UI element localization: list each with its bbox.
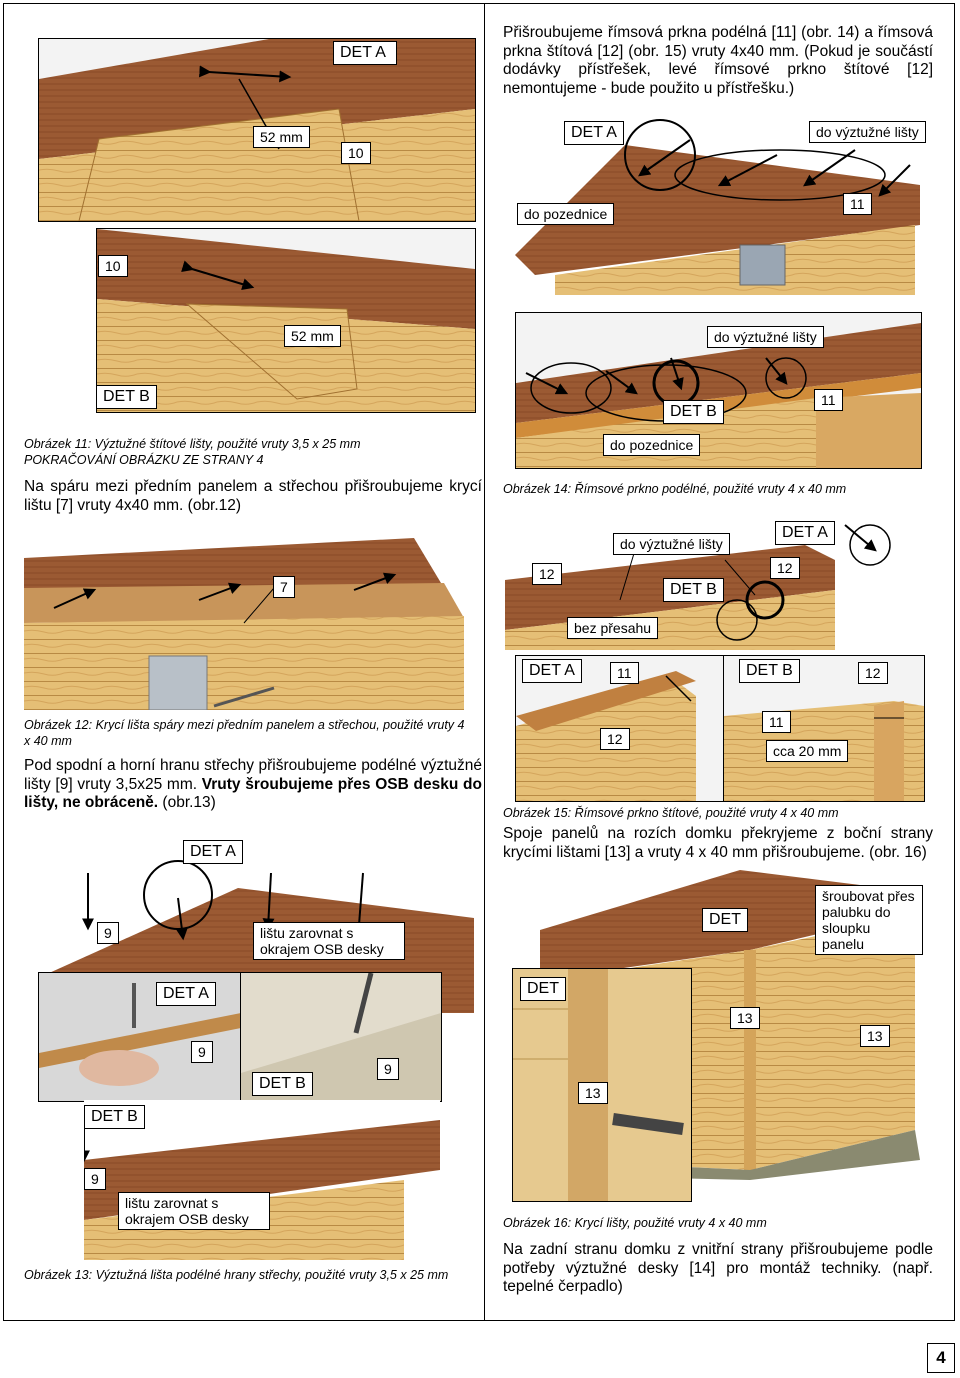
det-a-label-15: DET A [775, 521, 835, 545]
det-b-label-13: DET B [84, 1105, 145, 1129]
align-with-osb-label-bottom: lištu zarovnat s okrajem OSB desky [118, 1192, 270, 1230]
column-divider [484, 3, 485, 1321]
det-b-label-15: DET B [663, 578, 724, 602]
dimension-52mm-label: 52 mm [253, 126, 310, 148]
det-a-photo-label: DET A [156, 982, 216, 1006]
part-9-label-bottom: 9 [84, 1168, 106, 1190]
to-reinforcement-label-15: do výztužné lišty [613, 533, 730, 555]
caption-figure-15: Obrázek 15: Římsové prkno štítové, použité vruty 4 x 40 mm [503, 806, 839, 820]
screw-through-panel-label: šroubovat přes palubku do sloupku panelu [815, 885, 923, 955]
det-a-label-15b: DET A [522, 659, 582, 683]
page-number: 4 [927, 1343, 955, 1373]
approx-20mm-label: cca 20 mm [766, 740, 848, 762]
instruction-text-3: Přišroubujeme římsová prkna podélná [11] (obr. 14) a římsová prkna štítová [12] (obr. 15) vruty 4x40 mm. (Pokud je součástí dodávky přístřešek, levé římsové prkno štítové [12] nemontujeme - bude použito u přístřešku.) [503, 24, 933, 97]
part-11-label-b: 11 [814, 389, 843, 411]
part-10-label-b: 10 [98, 255, 128, 277]
caption-figure-13: Obrázek 13: Výztužná lišta podélné hrany střechy, použité vruty 3,5 x 25 mm [24, 1268, 449, 1282]
part-11-label-15b: 11 [762, 711, 791, 733]
part-9-photo-label: 9 [191, 1041, 213, 1063]
part-12-label: 12 [532, 563, 562, 585]
part-11-label: 11 [843, 193, 872, 215]
part-9-photo-label-b: 9 [377, 1058, 399, 1080]
det-b-label-15b: DET B [739, 659, 800, 683]
instruction-text-4: Spoje panelů na rozích domku překryjeme z boční strany krycími lištami [13] a vruty 4 x 40 mm přišroubujeme. (obr. 16) [503, 825, 933, 861]
det-a-label: DET A [333, 41, 397, 65]
part-13-label-photo: 13 [578, 1082, 608, 1104]
align-with-osb-label: lištu zarovnat s okrajem OSB desky [253, 922, 405, 960]
part-12-label-15b: 12 [858, 662, 888, 684]
to-wallplate-label: do pozednice [517, 203, 614, 225]
caption-figure-12: Obrázek 12: Krycí lišta spáry mezi předním panelem a střechou, použité vruty 4 x 40 mm [24, 718, 465, 748]
instruction-text-2: Pod spodní a horní hranu střechy přišroubujeme podélné výztužné lišty [9] vruty 3,5x25 mm. Vruty šroubujeme přes OSB desku do lišty, ne obráceně. (obr.13) [24, 757, 482, 812]
det-a-label-13: DET A [183, 840, 243, 864]
part-11-label-15: 11 [610, 662, 639, 684]
figure-12-image [24, 528, 482, 710]
det-label: DET [702, 908, 748, 932]
part-13-label: 13 [730, 1007, 760, 1029]
part-7-label: 7 [273, 576, 295, 598]
caption-figure-11: Obrázek 11: Výztužné štítové lišty, použité vruty 3,5 x 25 mm POKRAČOVÁNÍ OBRÁZKU ZE STRANY 4 [24, 437, 361, 467]
det-b-photo-label: DET B [252, 1072, 313, 1096]
instruction-text-1: Na spáru mezi předním panelem a střechou přišroubujeme krycí lištu [7] vruty 4x40 mm. (obr.12) [24, 478, 482, 514]
det-b-label-14: DET B [663, 400, 724, 424]
part-12-label-b: 12 [770, 557, 800, 579]
caption-figure-14: Obrázek 14: Římsové prkno podélné, použité vruty 4 x 40 mm [503, 482, 847, 496]
part-12-label-15: 12 [600, 728, 630, 750]
part-13-label-b: 13 [860, 1025, 890, 1047]
no-overhang-label: bez přesahu [567, 617, 658, 639]
to-reinforcement-label: do výztužné lišty [809, 121, 926, 143]
dimension-52mm-label-b: 52 mm [284, 325, 341, 347]
to-reinforcement-label-b: do výztužné lišty [707, 326, 824, 348]
part-10-label: 10 [341, 142, 371, 164]
det-b-label: DET B [96, 385, 157, 409]
to-wallplate-label-b: do pozednice [603, 434, 700, 456]
part-9-label: 9 [97, 922, 119, 944]
caption-figure-16: Obrázek 16: Krycí lišty, použité vruty 4 x 40 mm [503, 1216, 767, 1230]
det-a-label-14: DET A [564, 121, 624, 145]
instruction-text-5: Na zadní stranu domku z vnitřní strany přišroubujeme podle potřeby výztužné desky [14] pro montáž techniky. (např. tepelné čerpadlo) [503, 1241, 933, 1296]
det-label-photo: DET [520, 977, 566, 1001]
